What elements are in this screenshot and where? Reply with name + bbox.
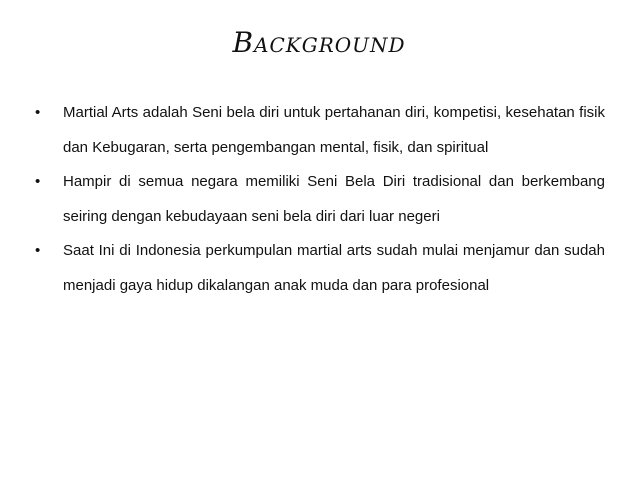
bullet-text: Martial Arts adalah Seni bela diri untuk pertahanan diri, kompetisi, kesehatan fisik dan Kebugaran, serta pengembangan mental, fisik, dan spiritual (63, 104, 605, 156)
bullet-marker: • (35, 242, 41, 259)
bullet-marker: • (35, 104, 41, 121)
bullet-item-2 (33, 165, 605, 234)
slide-title: Background (232, 26, 406, 59)
bullet-item-1 (33, 96, 605, 165)
bullet-item-3 (33, 234, 605, 303)
bullet-text: Saat Ini di Indonesia perkumpulan martial arts sudah mulai menjamur dan sudah menjadi gaya hidup dikalangan anak muda dan para profesional (63, 242, 605, 294)
bullet-marker: • (35, 173, 41, 190)
bullet-list (33, 96, 605, 303)
bullet-text: Hampir di semua negara memiliki Seni Bela Diri tradisional dan berkembang seiring dengan kebudayaan seni bela diri dari luar negeri (63, 173, 605, 225)
